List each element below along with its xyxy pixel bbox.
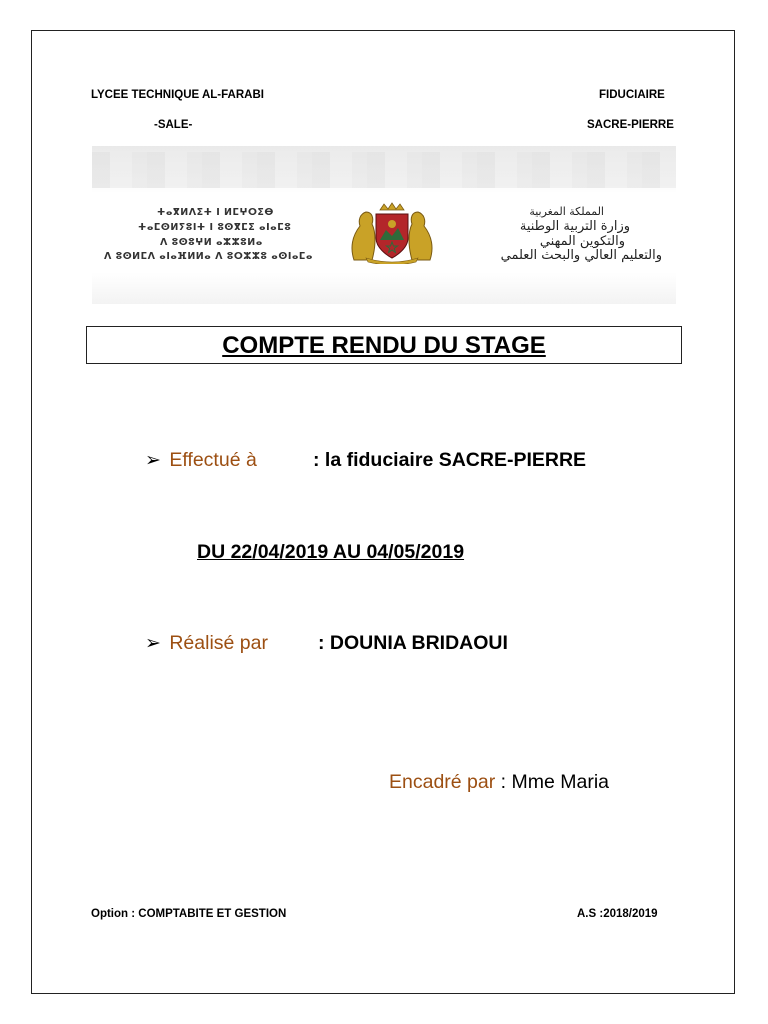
effectue-label: Effectué à bbox=[169, 449, 257, 471]
stage-period: DU 22/04/2019 AU 04/05/2019 bbox=[197, 541, 465, 563]
realise-value: : DOUNIA BRIDAOUI bbox=[318, 632, 508, 654]
arrow-bullet-icon: ➢ bbox=[145, 450, 161, 471]
title-box bbox=[86, 326, 682, 364]
tifinagh-line-1: ⵜⴰⴳⵍⴷⵉⵜ ⵏ ⵍⵎⵖⵔⵉⴱ bbox=[157, 207, 274, 218]
tifinagh-line-3: ⴷ ⵓⵙⵓⵖⵍ ⴰⵣⵣⵓⵍⴰ bbox=[160, 237, 263, 248]
encadre-value: : Mme Maria bbox=[500, 771, 610, 793]
encadre-label: Encadré par bbox=[389, 771, 496, 793]
footer-option: Option : COMPTABITE ET GESTION bbox=[91, 908, 287, 920]
effectue-line bbox=[145, 449, 257, 472]
arabic-line-1: المملكة المغربية bbox=[529, 205, 604, 218]
company-type: FIDUCIAIRE bbox=[599, 89, 665, 101]
tifinagh-line-4: ⴷ ⵓⵙⵍⵎⴷ ⴰⵏⴰⴼⵍⵍⴰ ⴷ ⵓⵔⵣⵣⵓ ⴰⵙⵏⴰⵎⴰ bbox=[104, 251, 313, 262]
company-name: SACRE-PIERRE bbox=[587, 119, 674, 131]
realise-label: Réalisé par bbox=[169, 632, 268, 654]
footer-year: A.S :2018/2019 bbox=[577, 908, 658, 920]
encadre-line bbox=[389, 771, 609, 794]
school-name: LYCEE TECHNIQUE AL-FARABI bbox=[91, 89, 264, 101]
header-band-texture bbox=[92, 152, 676, 188]
tifinagh-line-2: ⵜⴰⵎⵙⵍⵢⵓⵏⵜ ⵏ ⵓⵙⴳⵎⵉ ⴰⵏⴰⵎⵓ bbox=[138, 222, 292, 233]
realise-line bbox=[145, 632, 268, 655]
coat-of-arms-icon bbox=[346, 202, 438, 264]
arabic-line-2: وزارة التربية الوطنية bbox=[519, 219, 630, 234]
arabic-line-3: والتكوين المهني bbox=[539, 234, 625, 249]
school-city: -SALE- bbox=[154, 119, 193, 131]
arrow-bullet-icon: ➢ bbox=[145, 633, 161, 654]
arabic-line-4: والتعليم العالي والبحث العلمي bbox=[500, 248, 662, 263]
effectue-value: : la fiduciaire SACRE-PIERRE bbox=[313, 449, 587, 471]
document-title: COMPTE RENDU DU STAGE bbox=[222, 332, 546, 359]
